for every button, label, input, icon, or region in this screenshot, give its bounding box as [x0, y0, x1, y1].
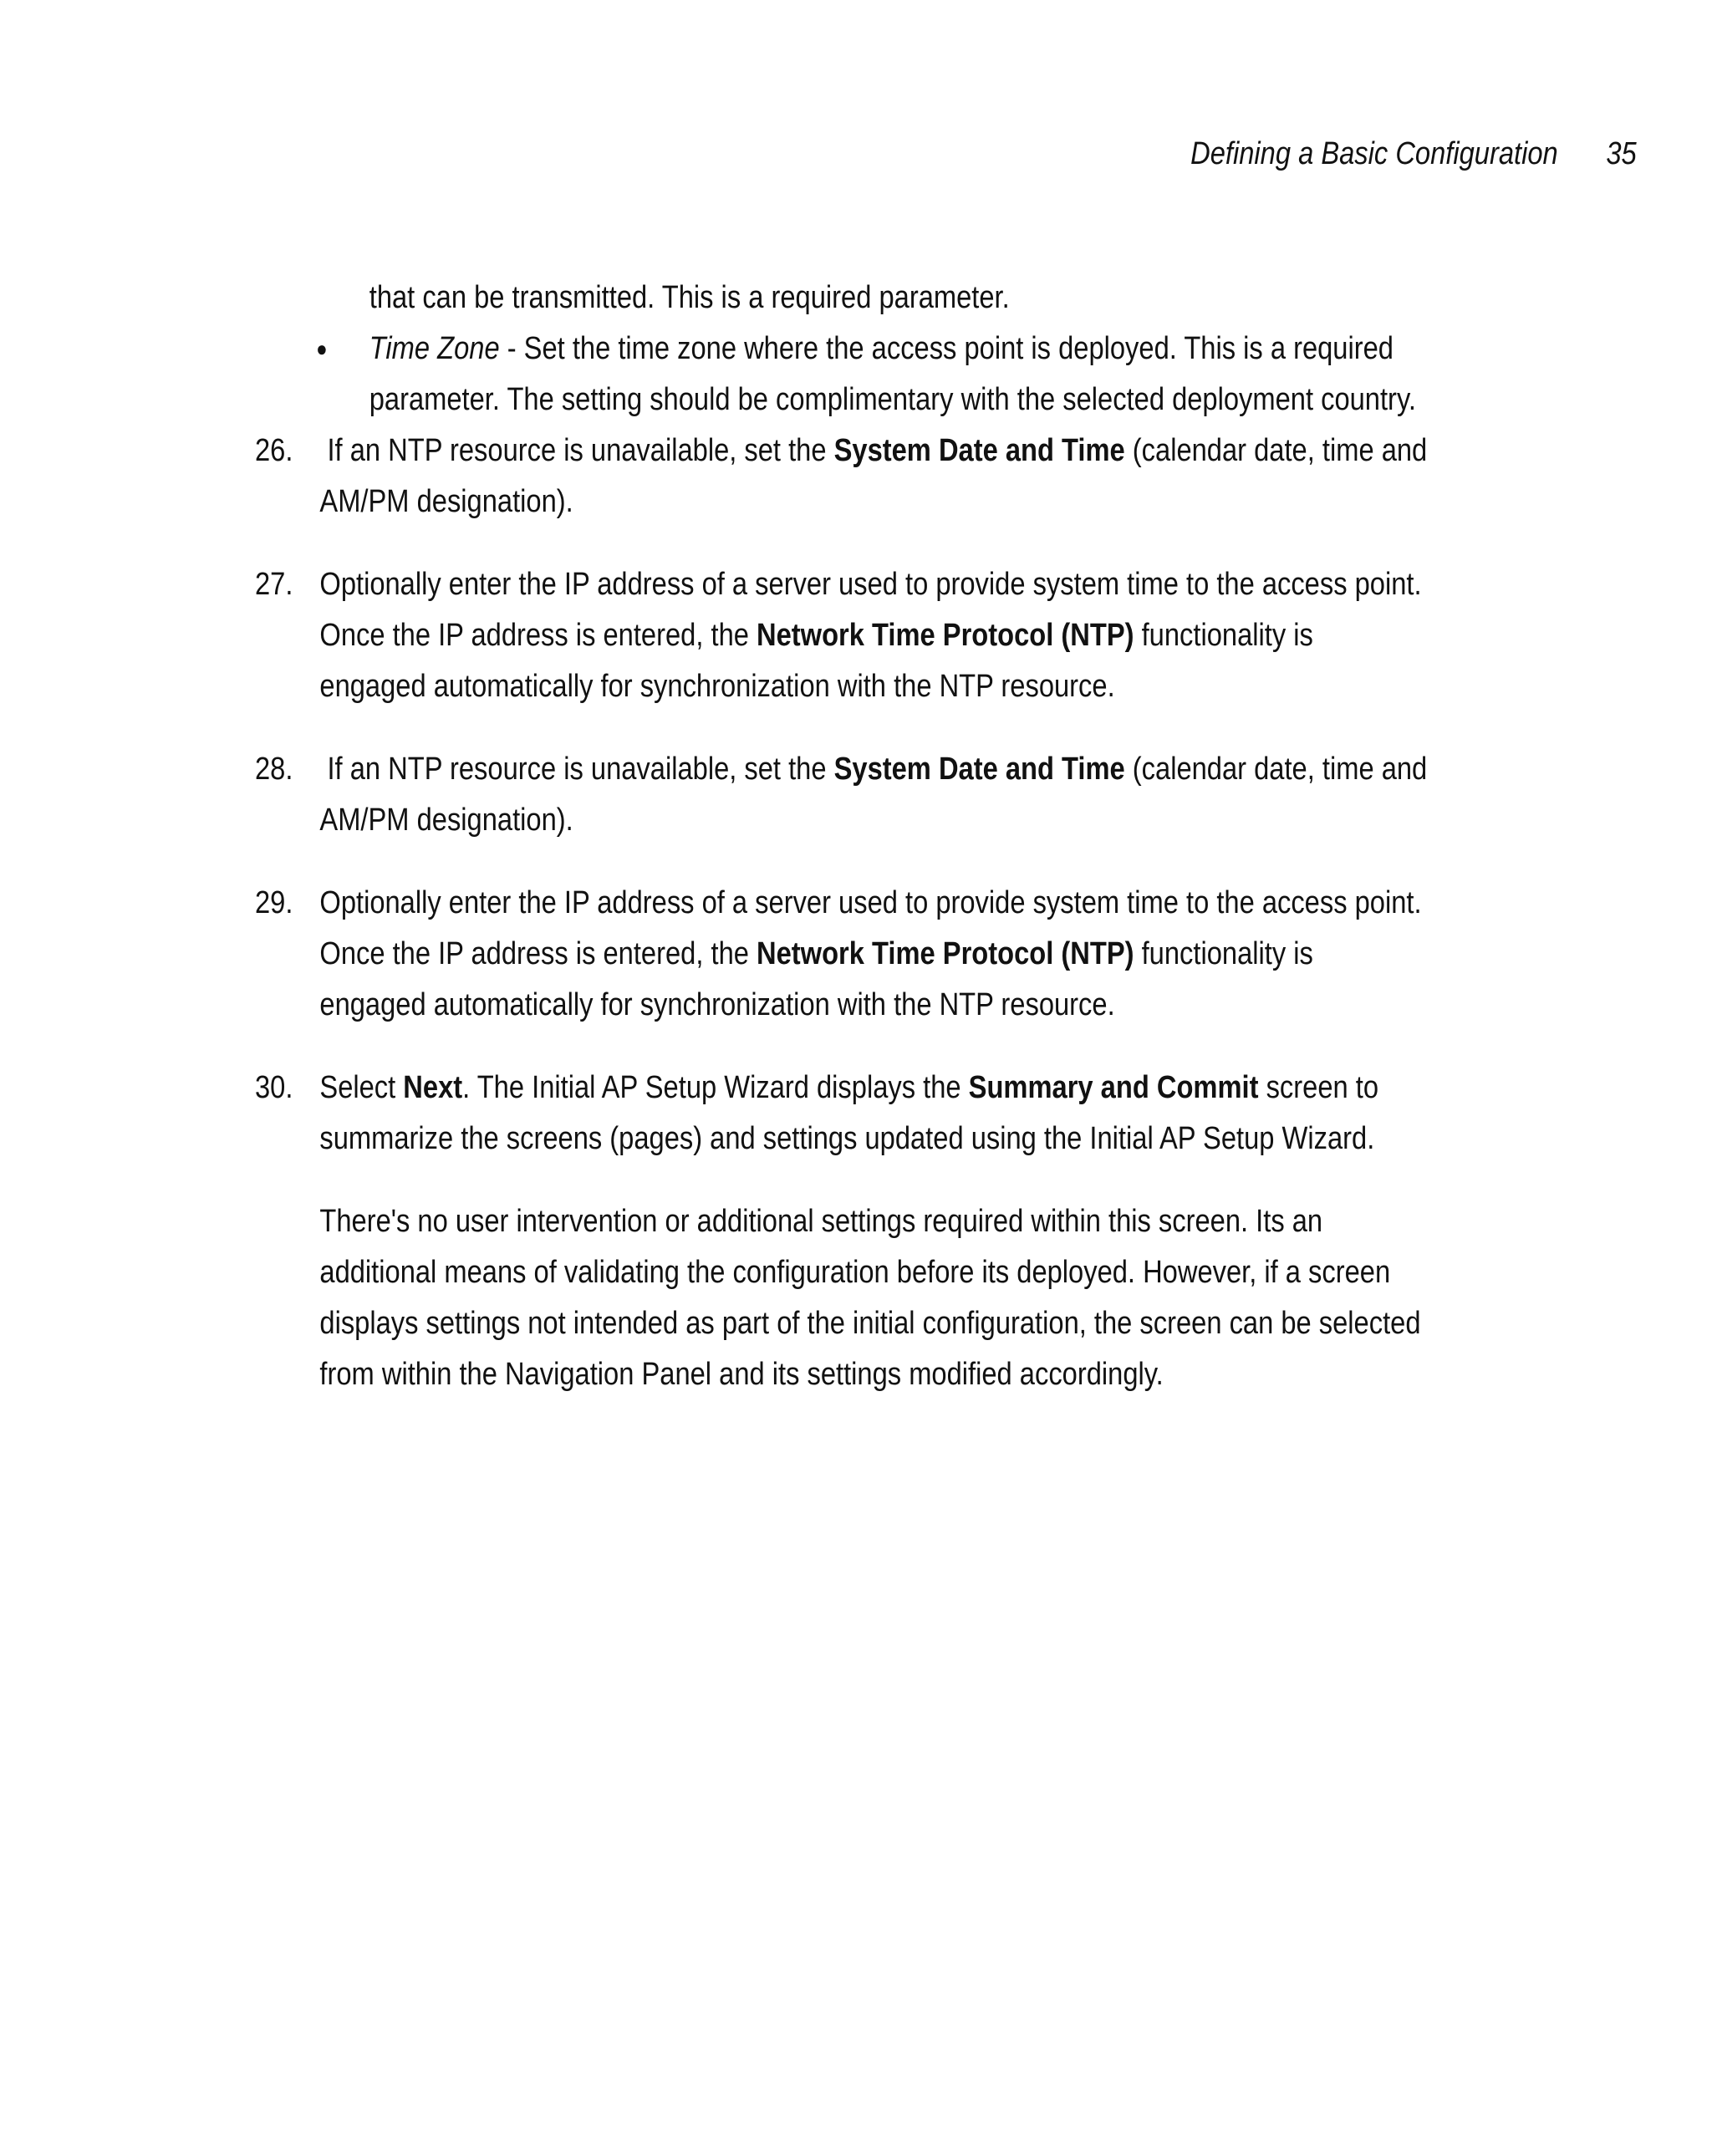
- text-line: [319, 1196, 1637, 1247]
- bold-text: System Date and Time: [833, 433, 1125, 468]
- bold-text: Next: [403, 1070, 463, 1105]
- bold-text: Summary and Commit: [968, 1070, 1259, 1105]
- content-area: [255, 273, 1637, 1400]
- plain-text: AM/PM designation).: [319, 484, 573, 519]
- list-number: 28.: [255, 752, 293, 787]
- text-line: [319, 744, 1637, 795]
- plain-text: functionality is: [1134, 618, 1313, 653]
- plain-text: There's no user intervention or additional settings required within this screen. Its an: [319, 1204, 1323, 1239]
- plain-text: - Set the time zone where the access point is deployed. This is a required: [499, 331, 1394, 366]
- plain-text: engaged automatically for synchronization with the NTP resource.: [319, 987, 1115, 1022]
- plain-text: Once the IP address is entered, the: [319, 936, 757, 971]
- text-line: [319, 795, 1637, 846]
- list-number: 26.: [255, 433, 293, 468]
- item-text: [255, 744, 1637, 846]
- paragraph: [255, 273, 1637, 324]
- text-line: [319, 1114, 1637, 1165]
- item-text: [255, 878, 1637, 1031]
- paragraph: [255, 1196, 1637, 1400]
- plain-text: (calendar date, time and: [1124, 433, 1428, 468]
- text-line: [319, 559, 1637, 610]
- plain-text: . The Initial AP Setup Wizard displays the: [462, 1070, 969, 1105]
- text-line: [319, 1349, 1637, 1400]
- text-line: [319, 426, 1637, 477]
- item-text: [255, 1196, 1637, 1400]
- plain-text: If an NTP resource is unavailable, set the: [319, 433, 834, 468]
- plain-text: displays settings not intended as part of the initial configuration, the screen can be selected: [319, 1306, 1421, 1341]
- plain-text: AM/PM designation).: [319, 803, 573, 838]
- item-text: [255, 559, 1637, 712]
- bold-text: Network Time Protocol (NTP): [756, 618, 1134, 653]
- plain-text: Optionally enter the IP address of a server used to provide system time to the access point.: [319, 567, 1422, 602]
- text-line: [319, 1298, 1637, 1349]
- text-line: [319, 929, 1637, 980]
- text-line: [319, 980, 1637, 1031]
- plain-text: functionality is: [1134, 936, 1313, 971]
- list-item-28: [255, 744, 1637, 846]
- italic-text: Time Zone: [369, 331, 500, 366]
- page-header: [1160, 99, 1637, 209]
- bold-text: System Date and Time: [833, 752, 1125, 787]
- list-number: 27.: [255, 567, 293, 602]
- text-line: [319, 477, 1637, 528]
- text-line: [319, 661, 1637, 712]
- item-text: [255, 324, 1637, 426]
- plain-text: from within the Navigation Panel and its settings modified accordingly.: [319, 1357, 1164, 1392]
- plain-text: (calendar date, time and: [1124, 752, 1428, 787]
- item-text: [255, 1063, 1637, 1165]
- bullet-icon: ●: [316, 336, 328, 361]
- plain-text: that can be transmitted. This is a required parameter.: [369, 280, 1010, 315]
- plain-text: summarize the screens (pages) and settings updated using the Initial AP Setup Wizard.: [319, 1121, 1375, 1156]
- bold-text: Network Time Protocol (NTP): [756, 936, 1134, 971]
- list-number: 30.: [255, 1070, 293, 1105]
- text-line: [369, 324, 1637, 375]
- page-number: 35: [1606, 136, 1637, 171]
- plain-text: Optionally enter the IP address of a server used to provide system time to the access point.: [319, 885, 1422, 920]
- plain-text: parameter. The setting should be complimentary with the selected deployment country.: [369, 382, 1416, 417]
- list-item-27: [255, 559, 1637, 712]
- bullet-item: [255, 324, 1637, 426]
- plain-text: additional means of validating the configuration before its deployed. However, if a screen: [319, 1255, 1391, 1290]
- plain-text: Once the IP address is entered, the: [319, 618, 757, 653]
- list-item-26: [255, 426, 1637, 528]
- text-line: [319, 1063, 1637, 1114]
- text-line: [369, 273, 1637, 324]
- running-header-title: Defining a Basic Configuration: [1190, 136, 1559, 171]
- plain-text: screen to: [1258, 1070, 1379, 1105]
- text-line: [319, 878, 1637, 929]
- item-text: [255, 426, 1637, 528]
- list-number: 29.: [255, 885, 293, 920]
- plain-text: If an NTP resource is unavailable, set the: [319, 752, 834, 787]
- text-line: [319, 610, 1637, 661]
- item-text: [255, 273, 1637, 324]
- list-item-29: [255, 878, 1637, 1031]
- text-line: [319, 1247, 1637, 1298]
- text-line: [369, 375, 1637, 426]
- list-item-30: [255, 1063, 1637, 1165]
- plain-text: engaged automatically for synchronization with the NTP resource.: [319, 669, 1115, 704]
- plain-text: Select: [319, 1070, 404, 1105]
